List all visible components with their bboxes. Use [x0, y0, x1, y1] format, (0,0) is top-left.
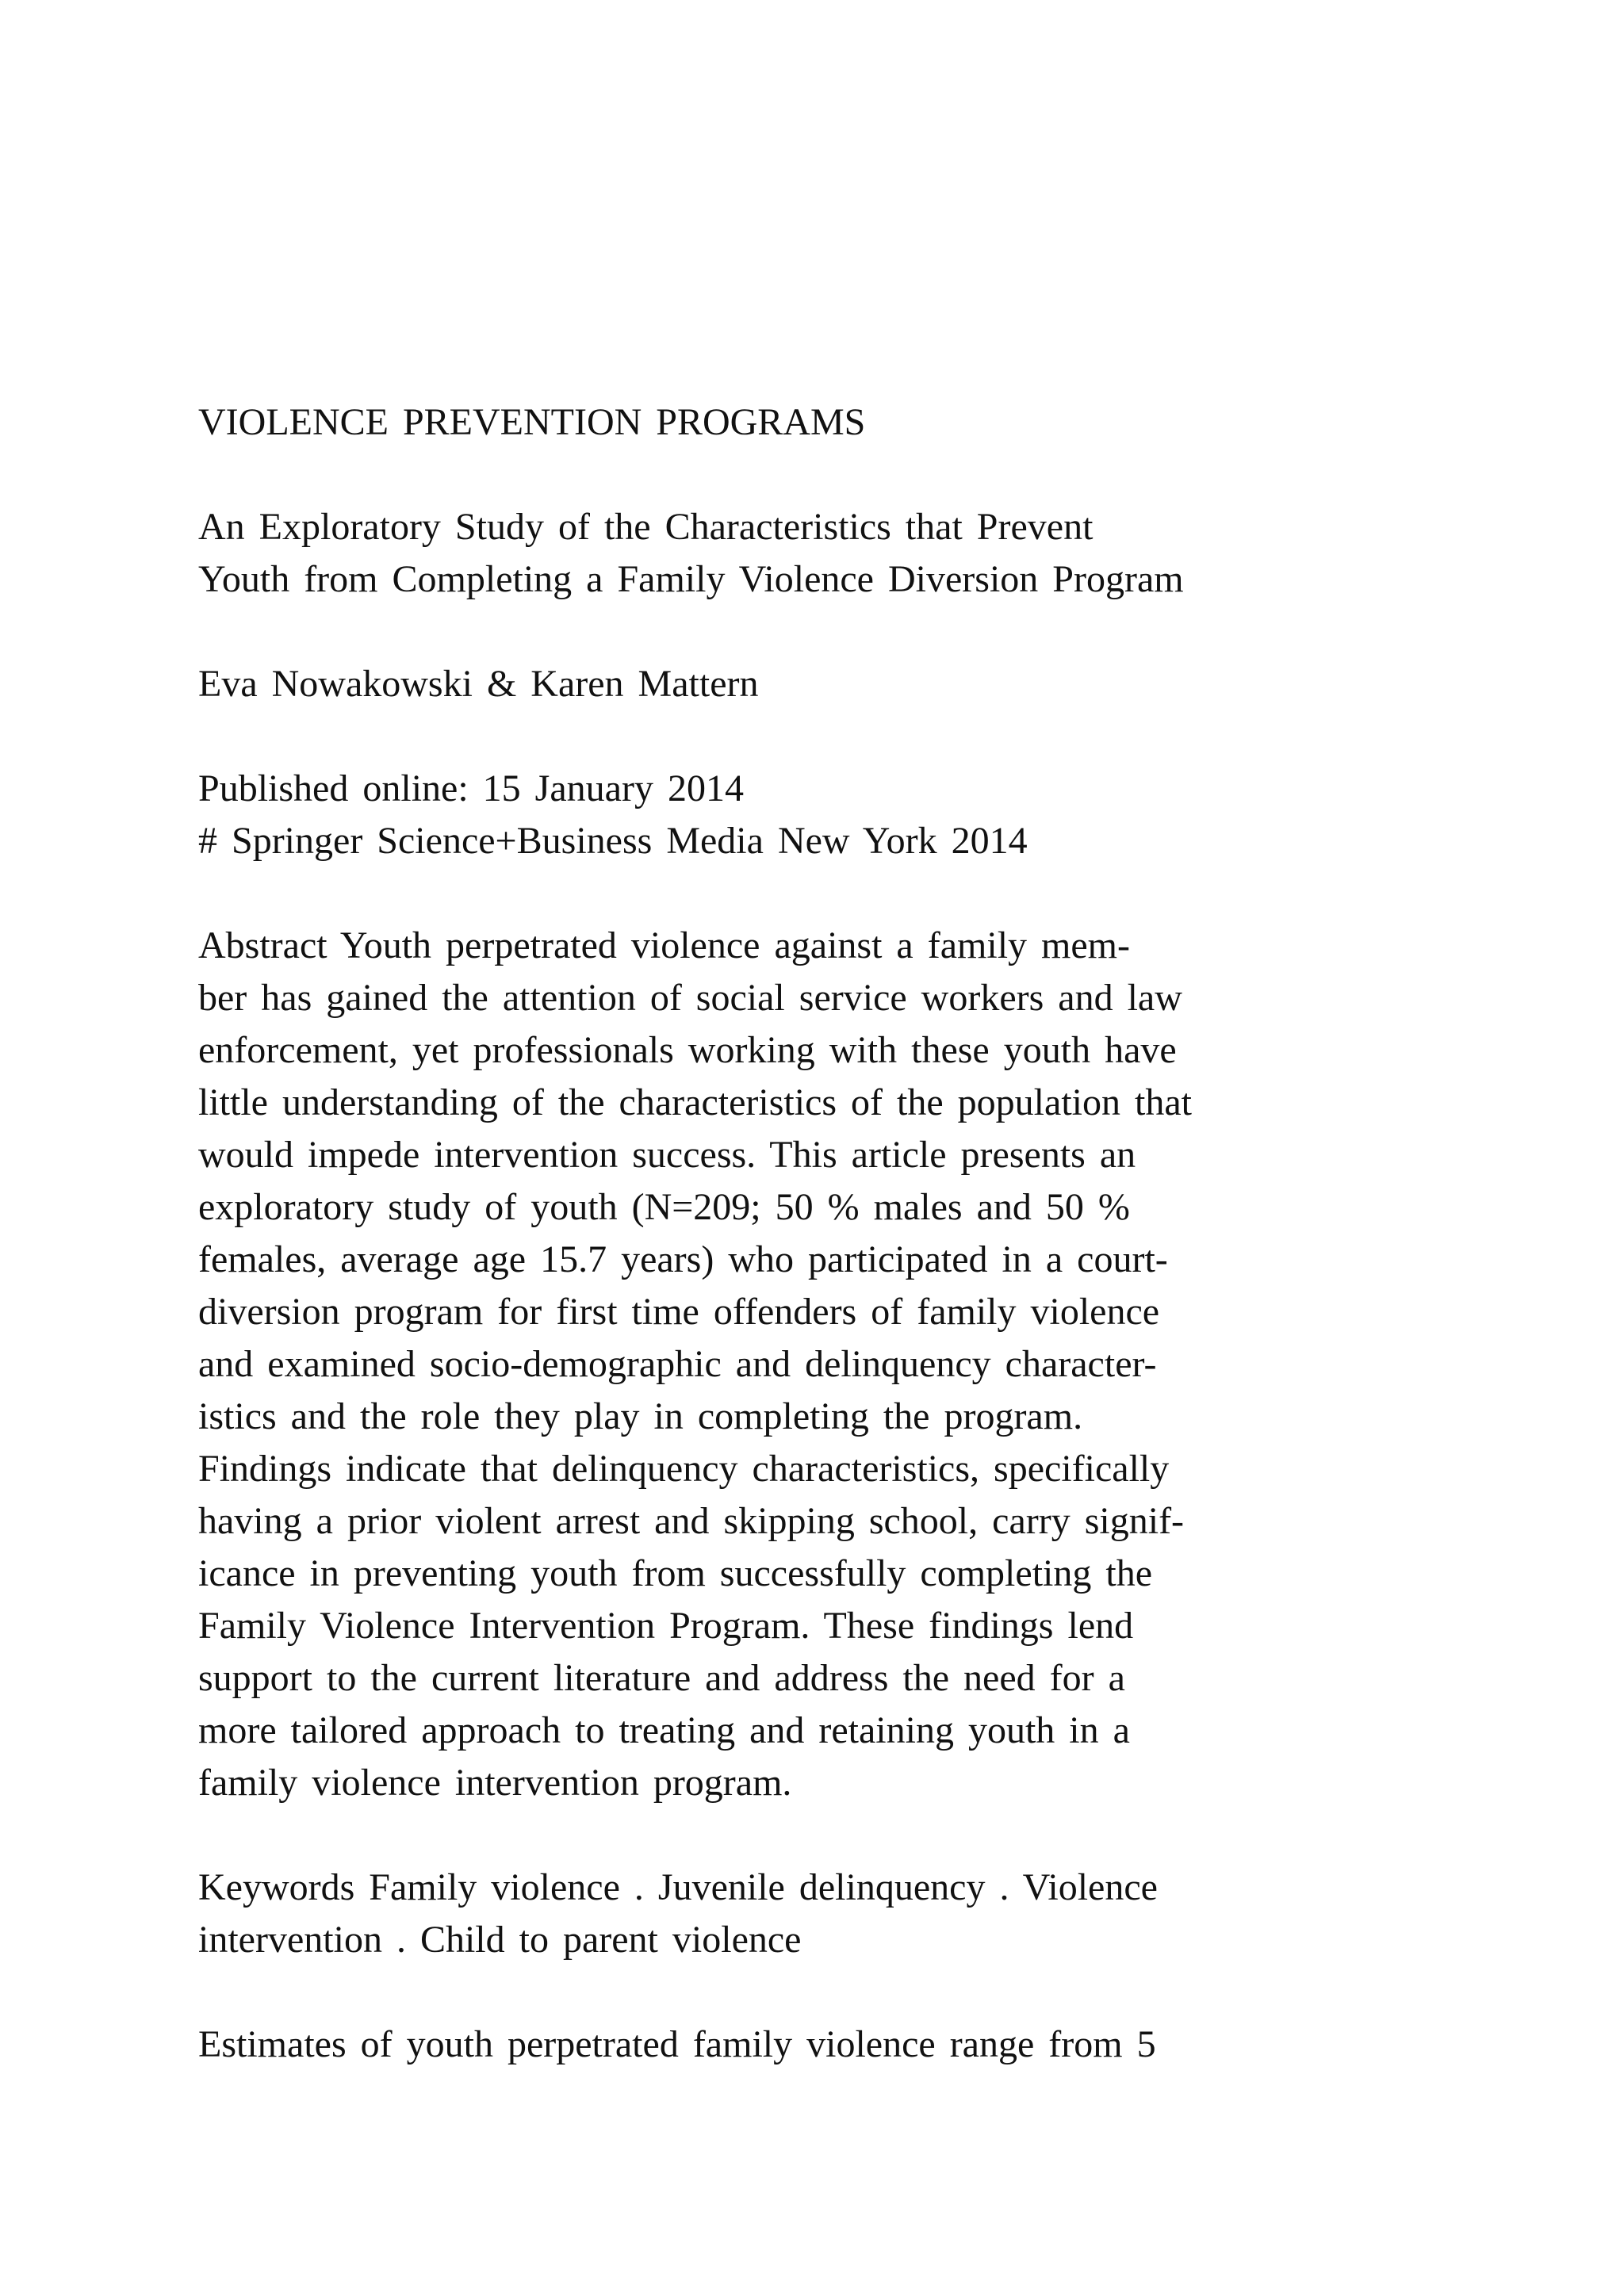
- abstract: [198, 920, 1546, 1809]
- spacer: [198, 867, 1546, 920]
- abstract-line: Abstract Youth perpetrated violence against a family mem-: [198, 924, 1130, 966]
- document-page: [198, 396, 1546, 2071]
- copyright-notice: # Springer Science+Business Media New York 2014: [198, 820, 1028, 862]
- spacer: [198, 1966, 1546, 2019]
- body-text: [198, 2019, 1546, 2071]
- abstract-line: support to the current literature and address the need for a: [198, 1657, 1125, 1699]
- spacer: [198, 449, 1546, 501]
- spacer: [198, 710, 1546, 763]
- published-date: Published online: 15 January 2014: [198, 767, 744, 809]
- keywords-line: intervention . Child to parent violence: [198, 1919, 802, 1961]
- abstract-line: diversion program for first time offenders of family violence: [198, 1291, 1160, 1333]
- abstract-line: having a prior violent arrest and skipping school, carry signif-: [198, 1500, 1185, 1542]
- abstract-line: Findings indicate that delinquency characteristics, specifically: [198, 1448, 1170, 1490]
- abstract-line: more tailored approach to treating and retaining youth in a: [198, 1709, 1130, 1751]
- abstract-line: istics and the role they play in completing the program.: [198, 1395, 1083, 1437]
- abstract-line: family violence intervention program.: [198, 1762, 792, 1804]
- title-line-1: An Exploratory Study of the Characteristics that Prevent: [198, 506, 1094, 548]
- keywords-line: Keywords Family violence . Juvenile delinquency . Violence: [198, 1866, 1158, 1908]
- abstract-line: exploratory study of youth (N=209; 50 % males and 50 %: [198, 1186, 1130, 1228]
- abstract-line: little understanding of the characteristics of the population that: [198, 1081, 1192, 1123]
- abstract-line: icance in preventing youth from successfully completing the: [198, 1552, 1152, 1594]
- body-line: Estimates of youth perpetrated family violence range from 5: [198, 2023, 1156, 2065]
- keywords: [198, 1862, 1546, 1966]
- authors: Eva Nowakowski & Karen Mattern: [198, 663, 759, 705]
- abstract-line: ber has gained the attention of social service workers and law: [198, 977, 1182, 1019]
- abstract-line: would impede intervention success. This article presents an: [198, 1134, 1136, 1176]
- title-line-2: Youth from Completing a Family Violence Diversion Program: [198, 558, 1184, 600]
- abstract-line: females, average age 15.7 years) who participated in a court-: [198, 1238, 1168, 1280]
- running-head: VIOLENCE PREVENTION PROGRAMS: [198, 401, 866, 443]
- abstract-line: Family Violence Intervention Program. These findings lend: [198, 1605, 1134, 1647]
- spacer: [198, 606, 1546, 658]
- abstract-line: and examined socio-demographic and delinquency character-: [198, 1343, 1157, 1385]
- abstract-line: enforcement, yet professionals working with these youth have: [198, 1029, 1177, 1071]
- spacer: [198, 1809, 1546, 1862]
